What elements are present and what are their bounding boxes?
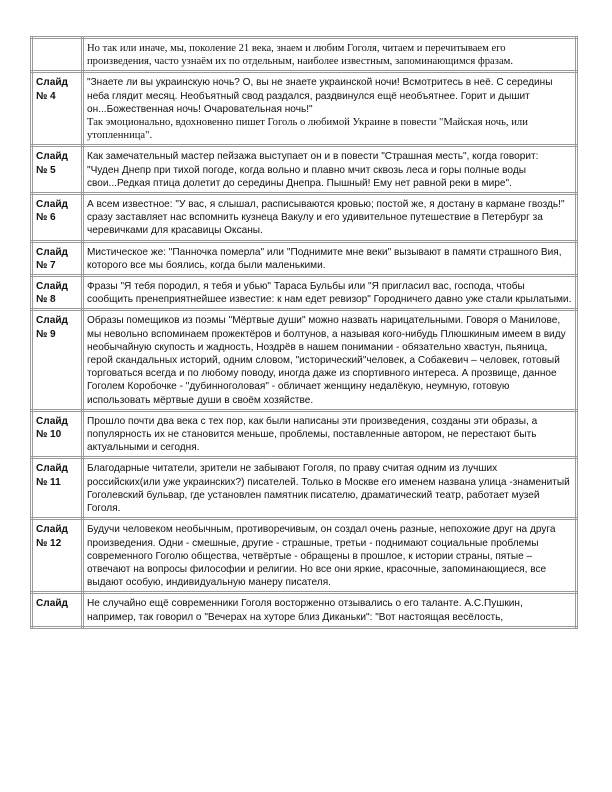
slide-label-cell <box>32 72 83 146</box>
slide-label-cell <box>32 38 83 72</box>
slide-label: Слайд <box>36 151 68 163</box>
slide-text-cell <box>83 310 577 410</box>
slide-row <box>32 519 577 593</box>
slide-row <box>32 410 577 458</box>
slide-number: № 12 <box>36 537 62 549</box>
slide-text-cell <box>83 38 577 72</box>
slide-row <box>32 276 577 310</box>
slide-row <box>32 241 577 275</box>
slide-number: № 10 <box>36 429 62 441</box>
slide-row <box>32 72 577 146</box>
slide-label: Слайд <box>36 524 68 536</box>
slide-label: Слайд <box>36 281 68 293</box>
slide-label <box>36 42 78 55</box>
slide-number: № 6 <box>36 212 56 224</box>
slide-label-cell <box>32 194 83 242</box>
slide-paragraph: Как замечательный мастер пейзажа выступает он и в повести "Страшная месть", когда говорит: "Чуден Днепр при тихой погоде, когда вольно и плавно мчит сквозь леса и горы полные воды свои...Редкая птица долетит до середины Днепра. Пышный! Ему нет равной реки в мире". <box>87 151 539 189</box>
slide-number: № 11 <box>36 476 61 488</box>
slide-label-cell <box>32 410 83 458</box>
slide-label: Слайд <box>36 315 68 327</box>
slide-paragraph: Будучи человеком необычным, противоречивым, он создал очень разные, непохожие друг на друга произведения. Одни - смешные, другие - страшные, третьи - поднимают социальные проблемы современного Гоголю общества, четвёртые - обращены в прошлое, к истории страны, пятые – отвечают на вопросы философии и религии. Но все они яркие, красочные, запоминающиеся, все выдают особую, индивидуальную манеру писателя. <box>87 524 556 589</box>
slide-text-cell <box>83 410 577 458</box>
slide-label-cell <box>32 276 83 310</box>
slide-paragraph: Образы помещиков из поэмы "Мёртвые души" можно назвать нарицательными. Говоря о Манилове, мы невольно вспоминаем прожектёров и болтунов, а называя кого-нибудь Плюшкиным имеем в виду необычайную скупость и жадность, Ноздрёв в нашем понимании - обязательно хвастун, пьяница, герой скандальных историй, одним словом, "исторический"человек, а Собакевич – человек, готовый торговаться всегда и по любому поводу, иногда даже из спортивного интереса. А прозвище, данное Гоголем Коробочке - "дубинноголовая" - обличает женщину недалёкую, неумную, готовую использовать мёртвые души в своём хозяйстве. <box>87 315 566 406</box>
slides-table <box>30 36 578 629</box>
slide-row <box>32 310 577 410</box>
slide-paragraph: Фразы "Я тебя породил, я тебя и убью" Тараса Бульбы или "Я пригласил вас, господа, чтобы сообщить пренеприятнейшее известие: к нам едет ревизор" Городничего давно уже стали крылатыми. <box>87 281 572 306</box>
slide-paragraph: А всем известное: "У вас, я слышал, расписываются кровью; постой же, я достану в кармане гвоздь!" сразу заставляет нас вспомнить кузнеца Вакулу и его удивительное путешествие в Петербург за черевичками для красавицы Оксаны. <box>87 199 565 237</box>
slide-label-cell <box>32 310 83 410</box>
slides-table-body <box>32 38 577 628</box>
slide-label: Слайд <box>36 246 68 258</box>
slide-number <box>36 611 78 624</box>
slide-row <box>32 194 577 242</box>
slide-paragraph: Не случайно ещё современники Гоголя восторженно отзывались о его таланте. А.С.Пушкин, например, так говорил о "Вечерах на хуторе близ Диканьки": "Вот настоящая весёлость, <box>87 598 523 623</box>
slide-paragraph: Но так или иначе, мы, поколение 21 века, знаем и любим Гоголя, читаем и перечитываем его произведения, часто узнаём их по отдельным, наиболее известным, запоминающимся фразам. <box>87 43 513 68</box>
slide-text-cell <box>83 276 577 310</box>
slide-text-cell <box>83 593 577 627</box>
slide-text-cell <box>83 194 577 242</box>
slide-label: Слайд <box>36 77 68 89</box>
slide-text-cell <box>83 146 577 194</box>
slide-row <box>32 593 577 627</box>
slide-row <box>32 146 577 194</box>
slide-label: Слайд <box>36 415 68 427</box>
slide-paragraph: Прошло почти два века с тех пор, как были написаны эти произведения, созданы эти образы, а популярность их не становится меньше, проблемы, поставленные автором, не перестают быть актуальными и сегодня. <box>87 415 538 454</box>
slide-text-cell <box>83 519 577 593</box>
slide-label-cell <box>32 146 83 194</box>
slide-label-cell <box>32 458 83 519</box>
slide-text-cell <box>83 72 577 146</box>
slide-label-cell <box>32 241 83 275</box>
slide-row <box>32 38 577 72</box>
slide-number <box>36 55 78 68</box>
slide-label: Слайд <box>36 199 68 211</box>
slide-row <box>32 458 577 519</box>
slide-paragraph: Мистическое же: "Панночка померла" или "Поднимите мне веки" вызывают в памяти страшного Вия, которого все мы боялись, когда были маленькими. <box>87 246 562 271</box>
slide-label: Слайд <box>36 598 68 610</box>
slide-number: № 5 <box>36 164 56 176</box>
slide-paragraph: Так эмоционально, вдохновенно пишет Гоголь о любимой Украине в повести "Майская ночь, или утопленница". <box>87 117 528 142</box>
slide-text-cell <box>83 458 577 519</box>
slide-text-cell <box>83 241 577 275</box>
slide-label: Слайд <box>36 463 68 475</box>
slide-number: № 7 <box>36 259 56 271</box>
slide-number: № 4 <box>36 90 56 102</box>
slide-paragraph: Благодарные читатели, зрители не забывают Гоголя, по праву считая одним из лучших российских(или уже украинских?) писателей. Только в Москве его именем названа улица -знаменитый Гоголевский бульвар, где установлен памятник писателю, драматический театр, работает музей Гоголя. <box>87 463 570 515</box>
slide-label-cell <box>32 519 83 593</box>
slide-label-cell <box>32 593 83 627</box>
slide-paragraph: "Знаете ли вы украинскую ночь? О, вы не знаете украинской ночи! Всмотритесь в неё. С середины неба глядит месяц. Необъятный свод раздался, раздвинулся ещё необъятнее. Горит и дышит он...Божественная ночь! Очаровательная ночь!" <box>87 77 553 115</box>
slide-number: № 8 <box>36 294 56 306</box>
slide-number: № 9 <box>36 328 56 340</box>
